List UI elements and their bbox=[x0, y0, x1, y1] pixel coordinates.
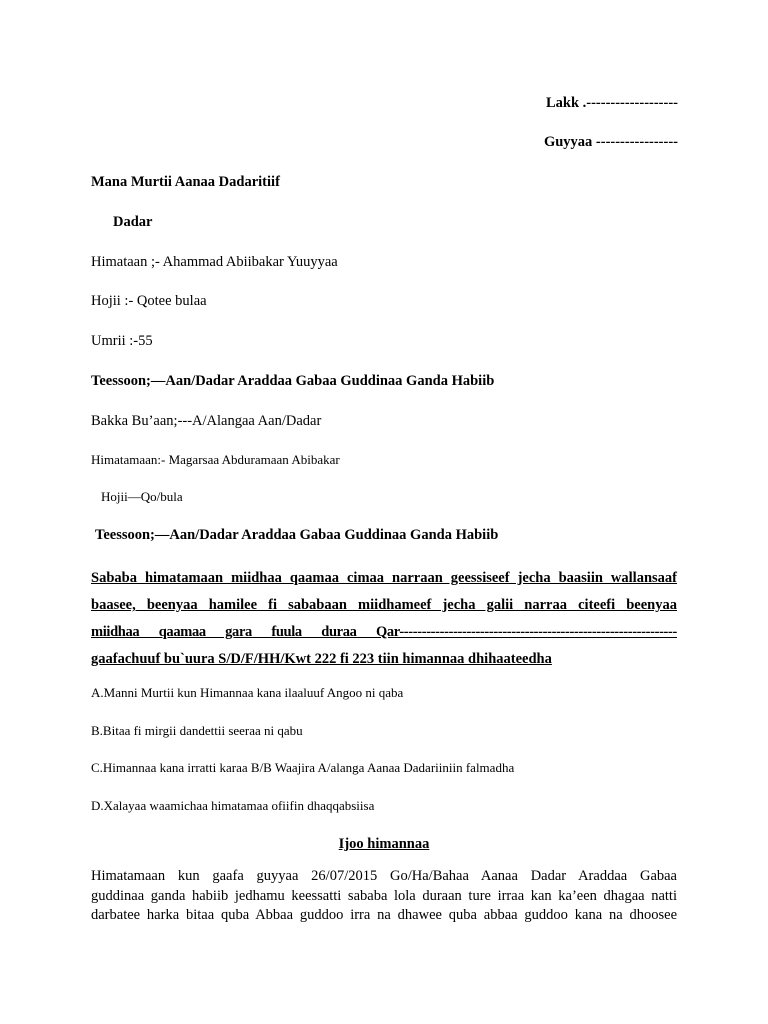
defendant-name: Himatamaan:- Magarsaa Abduramaan Abibakar bbox=[91, 452, 340, 467]
list-item: B.Bitaa fi mirgii dandettii seeraa ni qabu bbox=[91, 723, 303, 738]
claim-subject bbox=[91, 565, 677, 672]
claim-subject-line: miidhaa qaamaa gara fuula duraa Qar-------------------------------------------------------------- bbox=[91, 624, 677, 640]
list-item: A.Manni Murtii kun Himannaa kana ilaaluuf Angoo ni qaba bbox=[91, 685, 404, 700]
claim-subject-line: gaafachuuf bu`uura S/D/F/HH/Kwt 222 fi 223 tiin himannaa dhihaateedha bbox=[91, 651, 552, 667]
defendant-job: Hojii—Qo/bula bbox=[101, 489, 183, 504]
date-field: Guyyaa ----------------- bbox=[543, 134, 678, 150]
accused-job: Hojii :- Qotee bulaa bbox=[91, 293, 207, 309]
court-location: Dadar bbox=[113, 214, 153, 230]
reference-number: Lakk .------------------- bbox=[545, 95, 678, 111]
representative: Bakka Bu’aan;---A/Alangaa Aan/Dadar bbox=[91, 413, 322, 429]
section-paragraph bbox=[91, 867, 677, 926]
paragraph-line: darbatee harka bitaa quba Abbaa guddoo irra na dhawee quba abbaa guddoo kana na dhoosee bbox=[91, 907, 677, 923]
accused-residence: Teessoon;—Aan/Dadar Araddaa Gabaa Guddinaa Ganda Habiib bbox=[91, 373, 495, 389]
paragraph-line: guddinaa ganda habiib jedhamu keessatti sababa lola duraan ture irraa kan ka’een dhagaa natti bbox=[91, 887, 677, 904]
accused-age: Umrii :-55 bbox=[91, 333, 153, 349]
claim-subject-line: Sababa himatamaan miidhaa qaamaa cimaa narraan geessiseef jecha baasiin wallansaaf bbox=[91, 570, 677, 586]
court-title: Mana Murtii Aanaa Dadaritiif bbox=[91, 174, 280, 190]
accused-name: Himataan ;- Ahammad Abiibakar Yuuyyaa bbox=[91, 254, 338, 270]
defendant-residence: Teessoon;—Aan/Dadar Araddaa Gabaa Guddinaa Ganda Habiib bbox=[95, 527, 499, 543]
paragraph-line: Himatamaan kun gaafa guyyaa 26/07/2015 Go/Ha/Bahaa Aanaa Dadar Araddaa Gabaa bbox=[91, 868, 677, 884]
list-item: D.Xalayaa waamichaa himatamaa ofiifin dhaqqabsiisa bbox=[91, 798, 375, 813]
list-item: C.Himannaa kana irratti karaa B/B Waajira A/alanga Aanaa Dadariiniin falmadha bbox=[91, 760, 515, 775]
section-heading: Ijoo himannaa bbox=[338, 836, 430, 852]
claim-subject-line: baasee, beenyaa hamilee fi sababaan miidhameef jecha galii narraa citeefi beenyaa bbox=[91, 597, 677, 613]
